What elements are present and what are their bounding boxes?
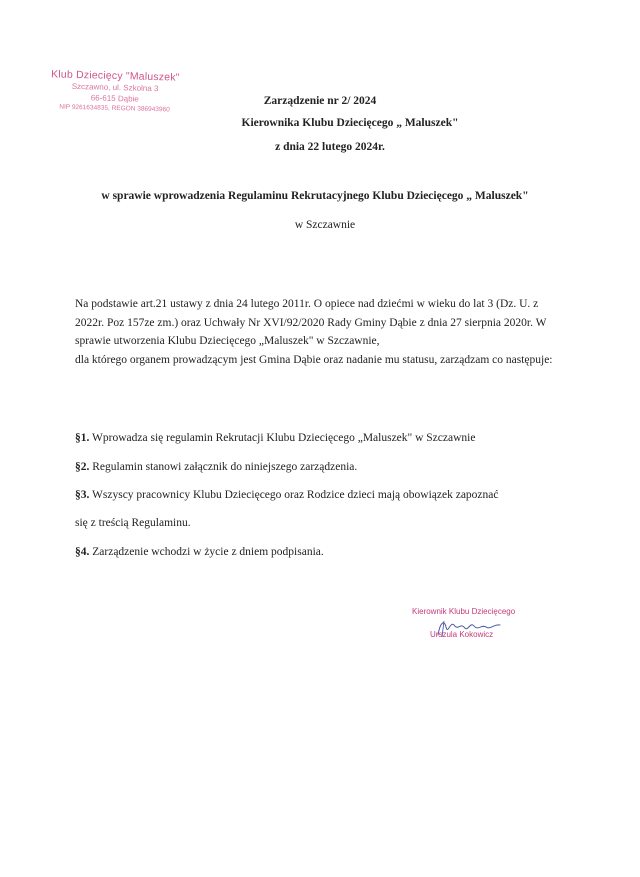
signature-block xyxy=(412,607,542,639)
paragraph-3-text: Wszyscy pracownicy Klubu Dziecięcego oraz Rodzice dzieci mają obowiązek zapoznać xyxy=(92,489,499,501)
paragraph-2-mark: §2. xyxy=(75,461,90,473)
stamp-ids: NIP 9261634835, REGON 386943960 xyxy=(59,103,170,114)
stamp-club-name: Klub Dziecięcy "Maluszek" xyxy=(50,68,180,84)
ordinance-subject: w sprawie wprowadzenia Regulaminu Rekrutacyjnego Klubu Dziecięcego „ Maluszek" xyxy=(101,190,529,202)
paragraph-4-mark: §4. xyxy=(75,546,90,558)
signature-name: Urszula Kokowicz xyxy=(430,630,494,639)
legal-basis-text-cont: dla którego organem prowadzącym jest Gmina Dąbie oraz nadanie mu statusu, zarządzam co następuje: xyxy=(75,353,553,366)
paragraph-1 xyxy=(75,432,475,444)
ordinance-issuer: Kierownika Klubu Dziecięcego „ Maluszek" xyxy=(241,117,459,129)
paragraph-1-mark: §1. xyxy=(75,432,90,444)
paragraph-1-text: Wprowadza się regulamin Rekrutacji Klubu Dziecięcego „Maluszek" w Szczawnie xyxy=(92,432,476,444)
ordinance-date: z dnia 22 lutego 2024r. xyxy=(275,141,385,153)
paragraph-3 xyxy=(75,489,499,501)
paragraph-3-mark: §3. xyxy=(75,489,90,501)
paragraph-4-text: Zarządzenie wchodzi w życie z dniem podpisania. xyxy=(92,546,324,558)
legal-basis-text: Na podstawie art.21 ustawy z dnia 24 lutego 2011r. O opiece nad dziećmi w wieku do lat 3 (Dz. U. z 2022r. Poz 157ze zm.) oraz Uchwały Nr XVI/92/2020 Rady Gminy Dąbie z dnia 27 sierpnia 2020r. W sprawie utworzenia Klubu Dziecięcego „Maluszek" w Szczawnie, xyxy=(75,298,547,347)
stamp-address-line1: Szczawno, ul. Szkolna 3 xyxy=(71,81,159,94)
stamp-address-line2: 66-615 Dąbie xyxy=(90,93,139,104)
paragraph-4 xyxy=(75,546,324,558)
legal-basis xyxy=(75,295,555,369)
club-stamp xyxy=(39,68,190,115)
paragraph-2 xyxy=(75,461,357,473)
ordinance-subject-location: w Szczawnie xyxy=(294,219,356,231)
signature-title: Kierownik Klubu Dziecięcego xyxy=(412,607,516,616)
paragraph-3-continuation: się z treścią Regulaminu. xyxy=(75,517,191,529)
paragraph-2-text: Regulamin stanowi załącznik do niniejszego zarządzenia. xyxy=(92,461,358,473)
ordinance-number: Zarządzenie nr 2/ 2024 xyxy=(263,95,377,107)
